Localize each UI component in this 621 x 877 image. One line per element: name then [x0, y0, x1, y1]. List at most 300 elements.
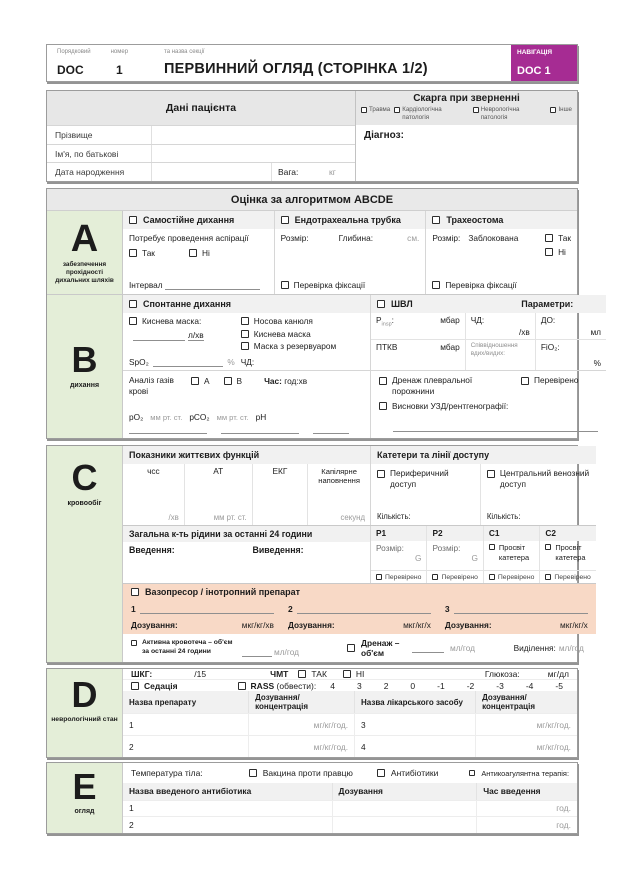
column-title: Самостійне дихання	[143, 215, 235, 225]
cardio-checkbox[interactable]	[394, 106, 468, 122]
table-row	[47, 125, 355, 144]
vasopressor-checkbox[interactable]	[131, 587, 588, 597]
checkbox-icon[interactable]	[129, 300, 137, 308]
sedation-label: Седація	[144, 680, 178, 691]
gas-a-checkbox[interactable]	[191, 376, 210, 386]
scale-value[interactable]: -4	[525, 680, 534, 691]
sedation-checkbox[interactable]	[131, 681, 178, 691]
checkbox-icon[interactable]	[129, 317, 137, 325]
fluid-output-label: Виведення:	[252, 545, 304, 555]
letter-e: E	[72, 766, 97, 807]
firstname-label: Ім'я, по батькові	[55, 148, 119, 159]
drug2-number: 2	[287, 603, 293, 614]
table-row[interactable]: 4	[355, 735, 476, 757]
c2-checked[interactable]	[540, 570, 595, 583]
pinsp-unit: мбар	[440, 315, 460, 325]
pleural-drain-checkbox[interactable]	[379, 375, 499, 397]
p2-checked[interactable]	[427, 570, 483, 583]
page-title: ПЕРВИННИЙ ОГЛЯД (СТОРІНКА 1/2)	[164, 61, 428, 77]
po2-label: pO₂	[129, 412, 144, 422]
patient-data-table	[47, 91, 355, 181]
output-label: Виділення:	[513, 643, 556, 653]
birthdate-label: Дата народження	[55, 167, 125, 178]
params-title: Параметри:	[521, 299, 574, 309]
gases-label: Аналіз газів крові	[129, 375, 174, 397]
bp-column	[185, 464, 253, 525]
form-header	[46, 44, 578, 82]
flow-field	[129, 330, 235, 341]
pinsp-field	[371, 313, 466, 340]
checkbox-icon[interactable]	[189, 249, 197, 257]
drug1-field	[131, 604, 274, 614]
option-label: Травма	[369, 106, 391, 113]
checkbox-icon[interactable]	[224, 377, 232, 385]
drug2-input[interactable]	[297, 605, 431, 614]
dose-unit: мкг/кг/х	[560, 620, 588, 630]
imaging-input[interactable]	[393, 423, 598, 432]
reservoir-mask-checkbox[interactable]	[241, 341, 364, 351]
spo2-label: SpO₂	[129, 357, 149, 367]
mask-label: Киснева маска	[253, 328, 311, 339]
checkbox-icon[interactable]	[191, 377, 199, 385]
drug2-field	[288, 604, 431, 614]
checkbox-icon[interactable]	[361, 107, 367, 113]
scale-value[interactable]: -2	[466, 680, 475, 691]
checkbox-icon[interactable]	[131, 588, 139, 596]
fluid-input-field[interactable]	[123, 542, 247, 583]
checkbox-icon[interactable]	[469, 770, 475, 776]
qty-label: Кількість:	[377, 512, 411, 521]
tbi-no-checkbox[interactable]	[343, 669, 365, 679]
table-row[interactable]: 2	[123, 816, 333, 833]
peep-field	[371, 340, 466, 370]
checkbox-icon[interactable]	[379, 377, 387, 385]
sedation-drugs-table	[123, 691, 577, 757]
checkbox-icon[interactable]	[281, 281, 289, 289]
p1-header: P1	[371, 526, 427, 541]
section-c-caption: кровообіг	[67, 500, 102, 507]
diagnosis-label: Діагноз:	[364, 130, 404, 141]
dose-label: Дозування:	[287, 620, 335, 630]
gauge-unit: G	[471, 553, 478, 563]
aspiration-options	[129, 248, 268, 258]
drain-volume-input[interactable]	[412, 644, 444, 653]
yes-label: Так	[142, 248, 155, 258]
peripheral-label: Периферичний доступ	[390, 468, 449, 490]
dose-label: Дозування:	[131, 620, 178, 630]
size-label: Розмір:	[376, 543, 404, 553]
trauma-checkbox[interactable]	[361, 106, 390, 122]
column-title: Трахеостома	[446, 215, 504, 225]
diagnosis-field[interactable]	[356, 125, 577, 181]
time-label: Час:	[264, 376, 282, 386]
hr-unit: /хв	[168, 513, 179, 522]
gas-a-label: A	[204, 376, 210, 386]
block-title: Спонтанне дихання	[143, 299, 232, 309]
lumen-label: Просвіт катетера	[555, 543, 586, 562]
spo2-field	[129, 357, 235, 367]
interval-input[interactable]	[165, 281, 260, 290]
urine-output-field	[514, 643, 588, 653]
qty-label: Кількість:	[486, 512, 521, 521]
fio2-unit: %	[593, 358, 601, 368]
spontaneous-breathing-checkbox[interactable]	[123, 211, 274, 229]
order-label: Порядковий	[57, 49, 91, 55]
spont-breathing-checkbox[interactable]	[123, 295, 370, 313]
fluids-title: Загальна к-ть рідини за останні 24 години	[123, 526, 370, 542]
antibiotics-checkbox[interactable]	[377, 768, 438, 778]
bleeding-volume-field	[242, 639, 299, 657]
section-c-circulation	[46, 445, 591, 663]
peep-label: ПТКВ	[376, 342, 398, 353]
flow-input[interactable]	[133, 332, 185, 341]
interval-label: Інтервал	[129, 280, 163, 290]
doc-number-block	[111, 49, 128, 77]
bleeding-volume-input[interactable]	[242, 648, 272, 657]
vitals-block	[123, 446, 371, 525]
dose-cell[interactable]: мг/кг/год.	[249, 713, 355, 735]
no-label: Ні	[201, 248, 210, 258]
checkbox-icon[interactable]	[298, 670, 306, 678]
tetanus-label: Вакцина проти правцю	[262, 768, 353, 778]
checkbox-icon[interactable]	[129, 216, 137, 224]
checkbox-icon[interactable]	[432, 216, 440, 224]
gas-values-row	[129, 412, 364, 422]
tracheostomy-checkbox[interactable]	[426, 211, 577, 229]
checkbox-icon[interactable]	[545, 574, 551, 580]
checkbox-icon[interactable]	[241, 342, 249, 350]
checkbox-icon[interactable]	[545, 248, 553, 256]
section-a-airway	[47, 211, 577, 295]
pco2-label: pCO₂	[189, 412, 210, 422]
checkbox-icon[interactable]	[394, 107, 400, 113]
ecg-column	[253, 464, 309, 525]
col-header: Назва лікарського засобу	[355, 691, 476, 713]
dose-unit: мкг/кг/хв	[241, 620, 274, 630]
c1-lumen-field	[484, 541, 540, 570]
hr-column	[123, 464, 185, 525]
patient-data-title: Дані пацієнта	[47, 91, 355, 125]
option-label: Інше	[558, 106, 572, 113]
table-row[interactable]: 3	[355, 713, 476, 735]
ph-input[interactable]	[313, 425, 349, 434]
ett-checkbox[interactable]	[275, 211, 426, 229]
blocked-options	[545, 233, 571, 257]
firstname-field[interactable]	[151, 145, 355, 163]
birthdate-field[interactable]	[151, 163, 271, 181]
ventilation-checkbox[interactable]	[371, 295, 489, 313]
dose-label: Дозування:	[444, 620, 492, 630]
checkbox-icon[interactable]	[379, 402, 387, 410]
letter-b: B	[71, 339, 98, 381]
checkbox-icon[interactable]	[347, 644, 355, 652]
c1-checked[interactable]	[484, 570, 540, 583]
tv-field	[536, 313, 606, 340]
checkbox-icon[interactable]	[521, 377, 529, 385]
col-header: Дозування/концентрація	[476, 691, 577, 713]
p2-size-field	[427, 541, 483, 570]
central-access-checkbox[interactable]	[487, 468, 590, 490]
rr-label: ЧД:	[240, 357, 255, 367]
drain-volume-unit: мл/год	[450, 643, 475, 653]
complaint-section	[355, 91, 577, 181]
checkbox-icon[interactable]	[489, 574, 495, 580]
abcde-assessment-section	[46, 188, 601, 439]
scale-value[interactable]: -3	[496, 680, 504, 691]
scale-value[interactable]: 2	[383, 680, 389, 691]
spo2-input[interactable]	[153, 358, 224, 367]
complaint-title: Скарга при зверненні	[413, 93, 520, 104]
dose-unit: мкг/кг/х	[403, 620, 431, 630]
pco2-unit: мм рт. ст.	[216, 413, 249, 422]
fixation-label: Перевірка фіксації	[293, 280, 366, 290]
rass-label: RASS	[250, 680, 275, 691]
time-field	[264, 376, 307, 386]
dose-cell[interactable]: мг/кг/год.	[476, 735, 577, 757]
oxygen-mask2-checkbox[interactable]	[241, 329, 364, 339]
spo2-unit: %	[227, 357, 235, 367]
drain-volume-checkbox[interactable]	[347, 638, 506, 659]
ett-size-depth	[281, 233, 420, 243]
oxygen-mask-checkbox[interactable]	[129, 316, 235, 326]
bp-unit: мм рт. ст.	[213, 513, 247, 522]
time-cell[interactable]: год.	[477, 800, 577, 817]
checked-label: Перевірено	[497, 573, 535, 581]
table-row	[47, 162, 355, 181]
no-checkbox[interactable]	[545, 247, 571, 257]
section-d-letter	[47, 669, 123, 757]
drug3-input[interactable]	[454, 605, 588, 614]
tv-label: ДО:	[540, 315, 556, 325]
depth-label: Глибина:	[338, 233, 374, 243]
mask-label: Носова канюля	[253, 316, 313, 326]
checkbox-icon[interactable]	[249, 769, 257, 777]
ecg-label: ЕКГ	[272, 466, 288, 476]
scale-value[interactable]: 0	[410, 680, 416, 691]
scale-value[interactable]: 3	[356, 680, 362, 691]
dose-cell[interactable]: мг/кг/год.	[249, 735, 355, 757]
section-a-letter	[47, 211, 123, 294]
p1-checked[interactable]	[371, 570, 427, 583]
capillary-label: Капілярне наповнення	[318, 467, 360, 486]
vitals-title: Показники життєвих функцій	[123, 446, 370, 464]
glucose-label: Глюкоза:	[484, 669, 520, 680]
vasopressor-block	[123, 584, 596, 634]
checkbox-icon[interactable]	[545, 234, 553, 242]
checkbox-icon[interactable]	[377, 300, 385, 308]
p1-size-field	[371, 541, 427, 570]
ph-label: pH	[255, 412, 267, 422]
column-title: Ендотрахеальна трубка	[294, 215, 401, 225]
size-label: Розмір:	[432, 233, 461, 243]
section-e-caption: огляд	[74, 808, 95, 815]
access-lines-block	[371, 446, 596, 525]
checked-label: Перевірено	[554, 573, 591, 581]
trach-fixation-checkbox[interactable]	[432, 280, 571, 290]
checkbox-icon[interactable]	[238, 682, 246, 690]
checkbox-icon[interactable]	[281, 216, 289, 224]
c2-lumen-checkbox[interactable]	[545, 543, 590, 562]
checkbox-icon[interactable]	[489, 544, 495, 550]
checkbox-icon[interactable]	[432, 281, 440, 289]
p2-header: P2	[427, 526, 483, 541]
checkbox-icon[interactable]	[241, 330, 249, 338]
checkbox-icon[interactable]	[545, 544, 551, 550]
nav-doc-link: DOC 1	[517, 65, 551, 77]
col-header: Дозування/концентрація	[249, 691, 355, 713]
trach-size-blocked	[432, 233, 571, 257]
po2-unit: мм рт. ст.	[150, 413, 183, 422]
spontaneous-breathing-column	[123, 211, 275, 294]
col-header: Назва препарату	[123, 691, 249, 713]
weight-unit: кг	[329, 167, 336, 178]
checkbox-icon[interactable]	[129, 249, 137, 257]
time-unit: год:хв	[284, 376, 308, 386]
tetanus-checkbox[interactable]	[249, 768, 353, 778]
doc-code-block	[57, 49, 91, 77]
gauge-unit: G	[414, 553, 422, 563]
central-label: Центральний венозний доступ	[499, 468, 590, 490]
lastname-label: Прізвище	[55, 129, 93, 140]
fio2-label: FiO₂:	[540, 342, 560, 353]
active-bleeding-checkbox[interactable]	[131, 639, 339, 657]
yes-checkbox[interactable]	[545, 233, 571, 243]
anticoagulant-checkbox[interactable]	[469, 769, 569, 778]
imaging-checkbox[interactable]	[379, 401, 598, 411]
rass-checkbox[interactable]	[238, 681, 317, 691]
drug1-input[interactable]	[140, 605, 274, 614]
bleeding-label: Активна кровотеча – об'єм за останні 24 години	[142, 639, 233, 655]
bleeding-unit: мл/год	[274, 646, 299, 657]
po2-input[interactable]	[129, 425, 207, 434]
section-a-caption: забезпечення прохідності дихальних шляхів	[55, 260, 114, 285]
scale-value[interactable]: -1	[437, 680, 445, 691]
spontaneous-breathing-block	[123, 295, 371, 370]
ett-column	[275, 211, 427, 294]
lumen-label: Просвіт катетера	[498, 543, 530, 562]
central-access-col	[481, 464, 596, 525]
c2-header: C2	[540, 526, 595, 541]
ett-fixation-checkbox[interactable]	[281, 280, 420, 290]
yes-label: ТАК	[311, 669, 327, 680]
fixation-label: Перевірка фіксації	[445, 280, 517, 290]
scale-value[interactable]: 4	[330, 680, 335, 691]
complaint-header	[356, 91, 577, 125]
interval-field	[129, 280, 268, 290]
col-header: Дозування	[333, 783, 478, 800]
checked-label: Перевірено	[385, 573, 422, 581]
drug1-number: 1	[131, 603, 136, 614]
checkbox-icon[interactable]	[487, 470, 495, 478]
rr-param-unit: /хв	[518, 327, 530, 338]
time-cell[interactable]: год.	[477, 816, 577, 833]
fluid-input-label: Введення:	[129, 545, 175, 555]
number-label: номер	[110, 49, 129, 55]
table-row[interactable]: 2	[123, 735, 249, 757]
gas-b-label: B	[236, 376, 243, 386]
checkbox-icon[interactable]	[343, 670, 351, 678]
tbi-label: ЧМТ	[270, 669, 289, 680]
c2-lumen-field	[540, 541, 595, 570]
table-row[interactable]: 1	[123, 713, 249, 735]
dose-cell[interactable]: мг/кг/год.	[476, 713, 577, 735]
title-block	[164, 49, 563, 77]
dose-cell[interactable]	[333, 816, 478, 833]
c1-header: C1	[484, 526, 540, 541]
abcde-title: Оцінка за алгоритмом ABCDE	[47, 189, 577, 211]
aspiration-label: Потребує проведення аспірації	[129, 233, 249, 243]
table-row	[47, 144, 355, 163]
depth-unit: см.	[407, 233, 420, 243]
drain-label: Дренаж плевральної порожнини	[392, 375, 473, 397]
drug3-number: 3	[444, 603, 450, 614]
checkbox-icon[interactable]	[376, 574, 382, 580]
checkbox-icon[interactable]	[377, 769, 385, 777]
no-label: Ні	[558, 247, 566, 257]
fluid-output-field[interactable]	[247, 542, 371, 583]
c1-lumen-checkbox[interactable]	[489, 543, 534, 562]
ratio-field	[466, 340, 536, 370]
antibiotics-table	[123, 783, 577, 833]
scale-value[interactable]: -5	[555, 680, 563, 691]
gcs-label: ШКГ:	[131, 669, 153, 680]
section-d-caption: неврологічний стан	[51, 716, 118, 723]
section-b-letter	[47, 295, 123, 438]
bp-label: АТ	[213, 466, 224, 476]
pco2-input[interactable]	[221, 425, 299, 434]
drain-volume-label: Дренаж – об'єм	[361, 637, 400, 658]
catheter-lines-grid	[371, 526, 596, 583]
tv-unit: мл	[590, 327, 601, 338]
tbi-yes-checkbox[interactable]	[298, 669, 327, 679]
patient-data-section	[46, 90, 578, 182]
peep-unit: мбар	[440, 342, 460, 353]
size-label: Розмір:	[280, 233, 309, 243]
yes-checkbox[interactable]	[129, 248, 155, 258]
capillary-column	[308, 464, 370, 525]
peripheral-access-checkbox[interactable]	[377, 468, 474, 490]
yes-label: Так	[558, 233, 572, 243]
neuro-checkbox[interactable]	[473, 106, 547, 122]
fluids-block	[123, 526, 371, 583]
other-checkbox[interactable]	[550, 106, 572, 122]
checkbox-icon[interactable]	[241, 317, 249, 325]
capillary-unit: секунд	[340, 513, 365, 522]
letter-a: A	[70, 217, 99, 260]
checkbox-icon[interactable]	[473, 107, 479, 113]
imaging-label: Висновки УЗД/рентгенографії:	[392, 401, 509, 412]
temperature-label: Температура тіла:	[131, 768, 203, 778]
ratio-label: Співвідношення вдих/видих:	[470, 342, 518, 358]
drain-checked-checkbox[interactable]	[521, 375, 578, 385]
table-row[interactable]: 1	[123, 800, 333, 817]
nasal-cannula-checkbox[interactable]	[241, 316, 364, 326]
checkbox-icon[interactable]	[131, 640, 137, 646]
rr-param-label: ЧД:	[470, 315, 485, 325]
rass-note: (обвести):	[276, 680, 317, 691]
checkbox-icon[interactable]	[432, 574, 438, 580]
gas-b-checkbox[interactable]	[224, 376, 243, 386]
dose-cell[interactable]	[333, 800, 478, 817]
checkbox-icon[interactable]	[377, 470, 385, 478]
checkbox-icon[interactable]	[550, 107, 556, 113]
tracheostomy-column	[426, 211, 577, 294]
checkbox-icon[interactable]	[131, 682, 139, 690]
no-checkbox[interactable]	[189, 248, 210, 258]
nav-box[interactable]	[511, 45, 577, 81]
lastname-field[interactable]	[151, 126, 355, 144]
doc-number: 1	[115, 63, 123, 77]
